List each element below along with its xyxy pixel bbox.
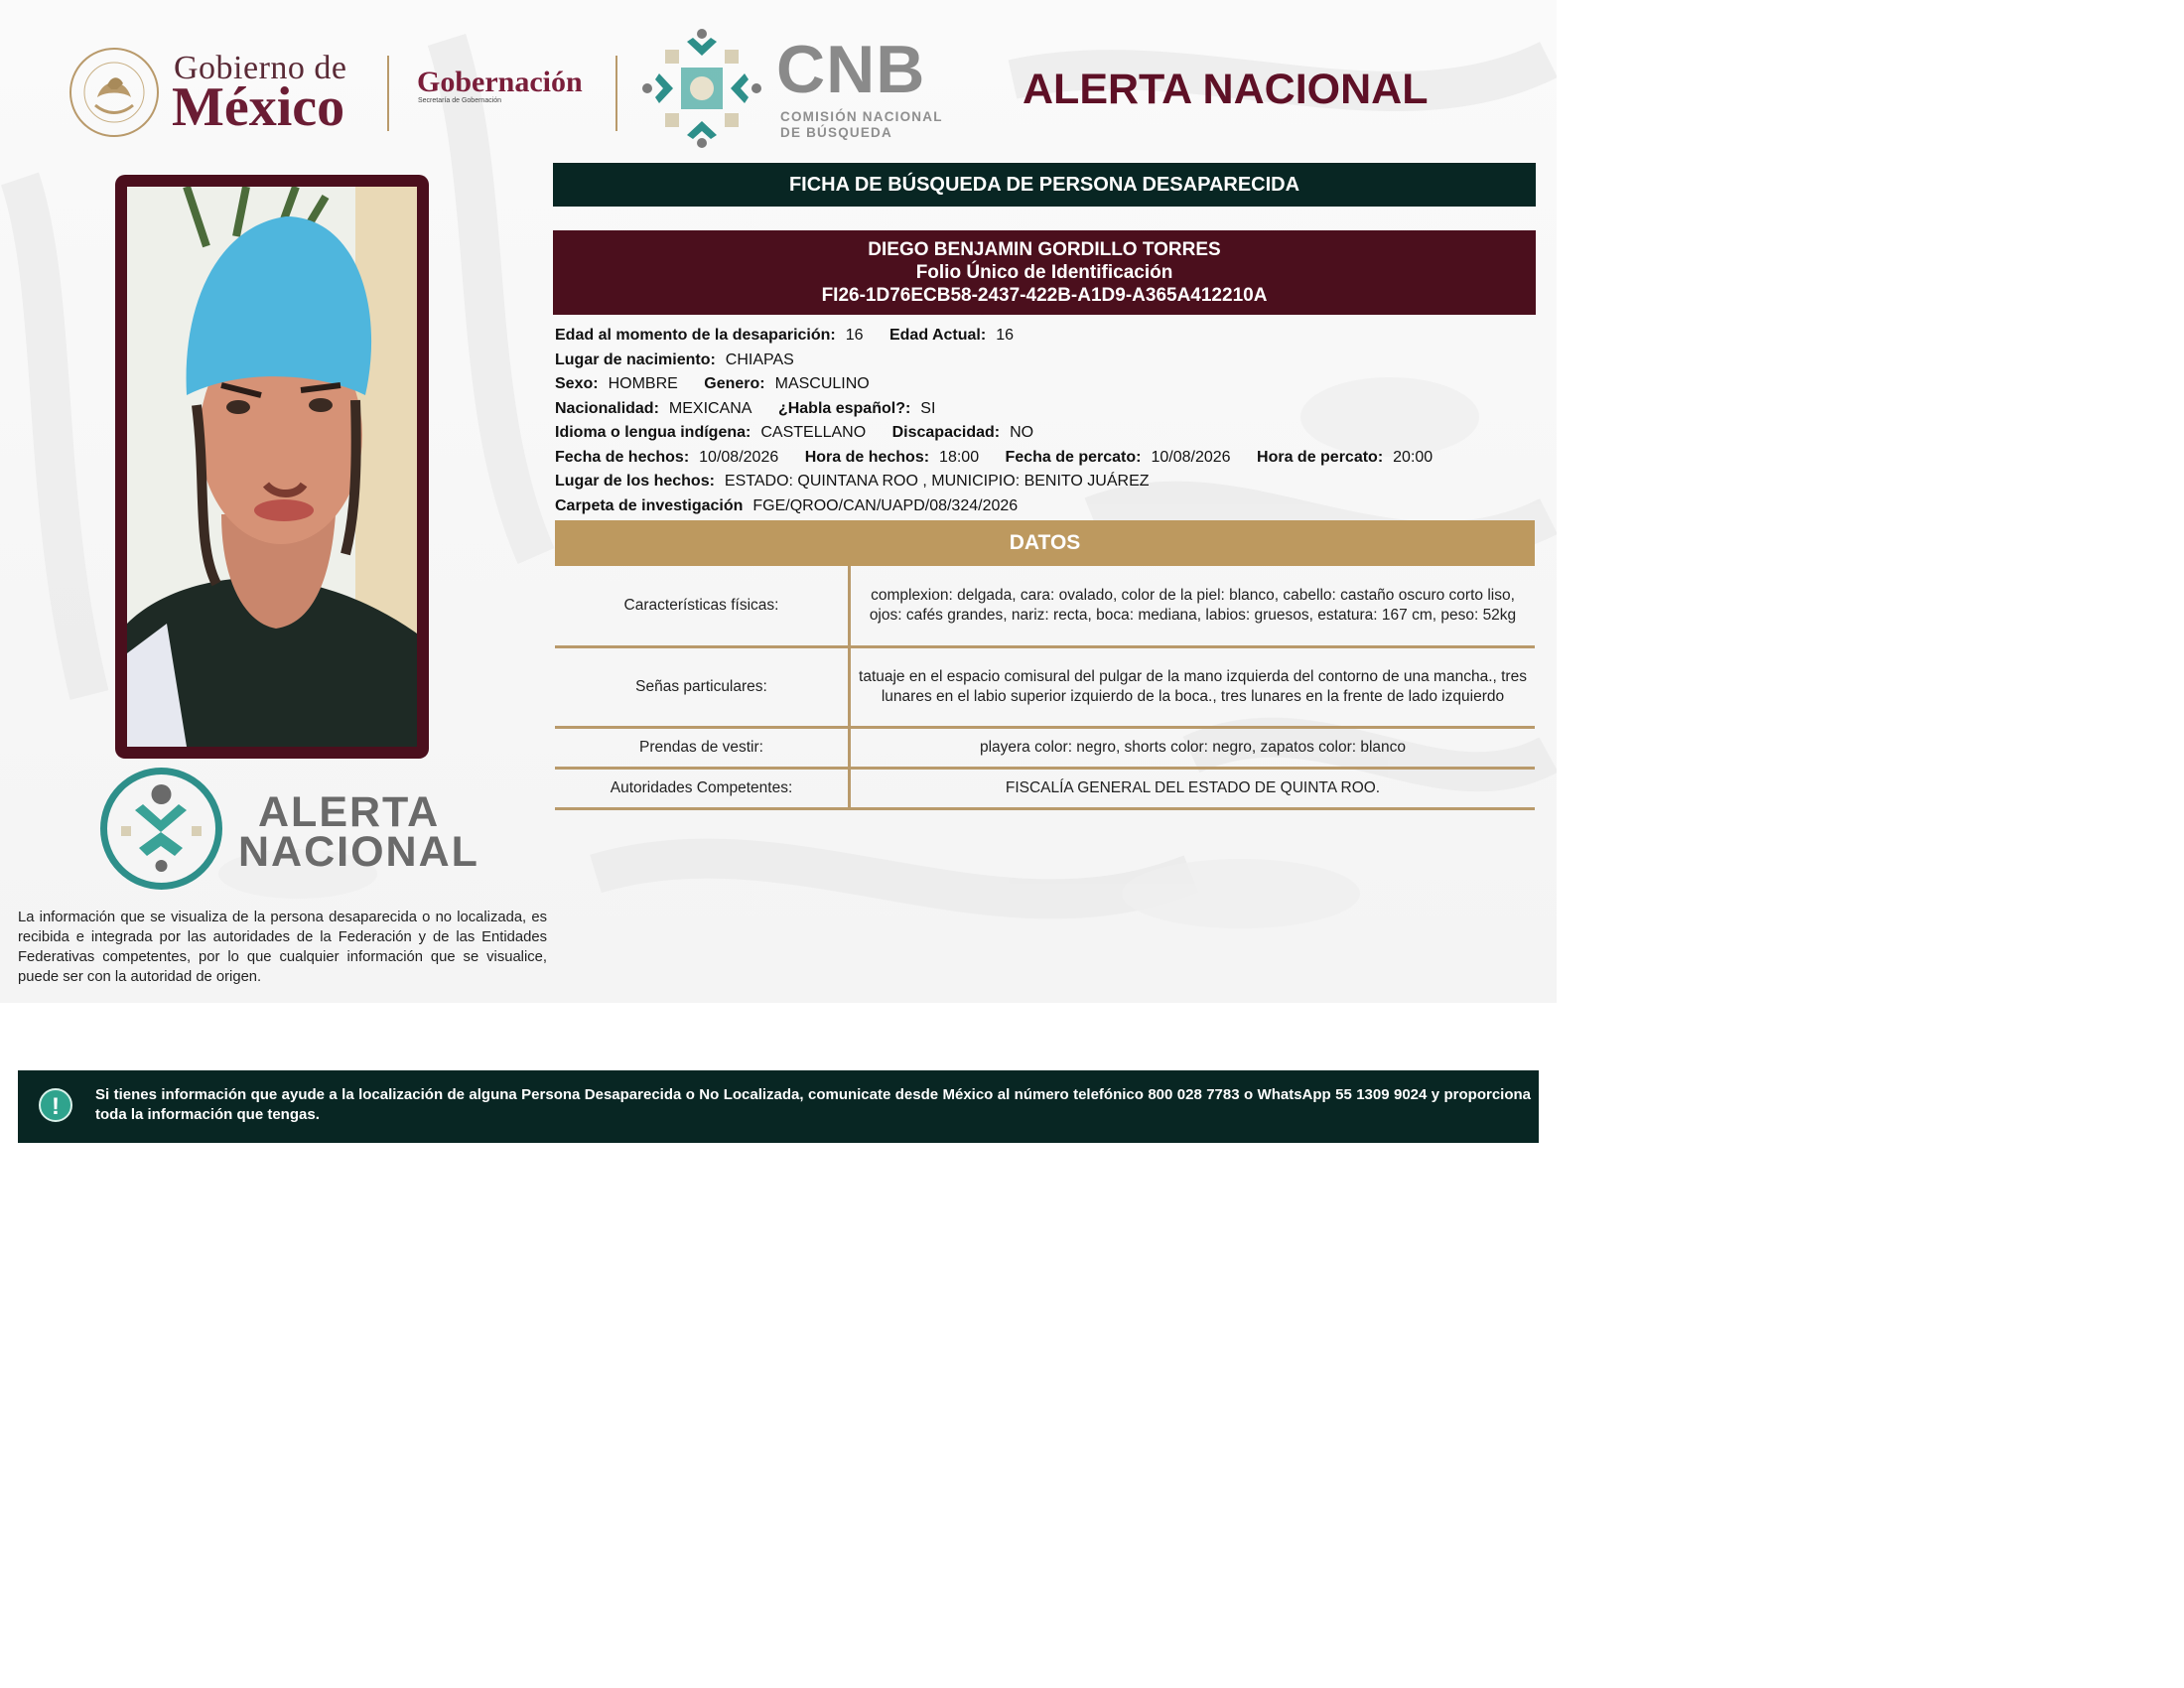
info-row (555, 324, 1538, 349)
folio-label: Folio Único de Identificación (915, 262, 1173, 283)
cnb-subtitle-line1: COMISIÓN NACIONAL (780, 109, 943, 124)
info-value: ESTADO: QUINTANA ROO , MUNICIPIO: BENITO JUÁREZ (724, 473, 1150, 490)
info-value: 10/08/2026 (699, 448, 779, 466)
table-row (555, 646, 1535, 727)
info-row (555, 349, 1538, 373)
row-value: complexion: delgada, cara: ovalado, color de la piel: blanco, cabello: castaño oscuro corto liso, ojos: cafés grandes, nariz: recta, boca: mediana, labios: gruesos, estatura: 167 cm, peso: 52kg (850, 566, 1536, 646)
info-label: Hora de hechos: (804, 448, 930, 466)
info-value: 18:00 (939, 448, 980, 466)
info-label: Fecha de hechos: (555, 448, 690, 466)
info-row (555, 421, 1538, 446)
person-photo (127, 187, 417, 747)
gobierno-title-line1: Gobierno de (174, 50, 347, 86)
folio-number: FI26-1D76ECB58-2437-422B-A1D9-A365A412210A (821, 285, 1268, 306)
cnb-logo-text: CNB (776, 32, 926, 107)
gobierno-title-line2: México (172, 76, 345, 138)
info-label: Lugar de nacimiento: (555, 351, 716, 368)
info-value: FGE/QROO/CAN/UAPD/08/324/2026 (752, 496, 1019, 514)
row-value: playera color: negro, shorts color: negro, zapatos color: blanco (850, 727, 1536, 768)
alerta-nacional-logo-text (238, 788, 479, 876)
info-value: 10/08/2026 (1151, 448, 1231, 466)
info-row (555, 446, 1538, 471)
person-info (555, 324, 1538, 518)
alert-icon: ! (39, 1088, 72, 1122)
info-label: Lugar de los hechos: (555, 473, 715, 490)
info-value: 20:00 (1393, 448, 1433, 466)
info-label: Carpeta de investigación (555, 496, 744, 514)
person-name-block (553, 230, 1536, 315)
info-label: Sexo: (555, 375, 599, 392)
row-value: FISCALÍA GENERAL DEL ESTADO DE QUINTA ROO. (850, 768, 1536, 808)
info-label: Fecha de percato: (1005, 448, 1142, 466)
info-label: Idioma o lengua indígena: (555, 424, 751, 441)
table-row (555, 566, 1535, 646)
info-label: Hora de percato: (1257, 448, 1384, 466)
gobernacion-logo: Gobernación (417, 66, 583, 98)
page-title: ALERTA NACIONAL (1023, 66, 1429, 113)
alerta-logo-line2: NACIONAL (238, 828, 479, 876)
info-value: MASCULINO (774, 375, 870, 392)
divider (387, 56, 389, 131)
disclaimer: La información que se visualiza de la persona desaparecida o no localizada, es recibida e integrada por las autoridades de la Federación y de las Entidades Federativas competentes, por lo que cualquier información que se visualice, puede ser con la autoridad de origen. (18, 910, 547, 985)
cnb-subtitle-line2: DE BÚSQUEDA (780, 125, 892, 140)
alerta-logo-line1: ALERTA (258, 788, 441, 836)
footer-bar (18, 1070, 1539, 1143)
info-value: SI (920, 399, 936, 417)
mexico-seal-logo (68, 46, 161, 139)
info-label: Discapacidad: (891, 424, 1001, 441)
info-label: Nacionalidad: (555, 399, 659, 417)
table-row (555, 727, 1535, 768)
table-row (555, 768, 1535, 808)
info-value: CASTELLANO (760, 424, 867, 441)
datos-header: DATOS (555, 520, 1535, 566)
row-label: Características físicas: (555, 566, 850, 646)
row-label: Autoridades Competentes: (555, 768, 850, 808)
row-label: Señas particulares: (555, 646, 850, 727)
row-label: Prendas de vestir: (555, 727, 850, 768)
row-value: tatuaje en el espacio comisural del pulgar de la mano izquierda del contorno de una mancha., tres lunares en el labio superior izquierdo de la boca., tres lunares en la frente de lado izquierdo (850, 646, 1536, 727)
info-label: ¿Habla español?: (777, 399, 911, 417)
footer-message: Si tienes información que ayude a la localización de alguna Persona Desaparecida o No Localizada, comunicate desde México al número telefónico 800 028 7783 o WhatsApp 55 1309 9024 y proporciona toda la información que tengas. (95, 1086, 1531, 1123)
info-label: Edad al momento de la desaparición: (555, 327, 836, 344)
cnb-emblem-icon (641, 28, 762, 149)
datos-table (555, 566, 1535, 810)
info-value: HOMBRE (608, 375, 678, 392)
info-row (555, 470, 1538, 494)
info-row (555, 372, 1538, 397)
alerta-nacional-emblem-icon (99, 767, 223, 891)
info-value: 16 (845, 327, 864, 344)
info-value: MEXICANA (668, 399, 752, 417)
info-value: 16 (996, 327, 1014, 344)
info-value: NO (1010, 424, 1034, 441)
cnb-subtitle (780, 109, 943, 141)
info-label: Edad Actual: (888, 327, 987, 344)
divider (615, 56, 617, 131)
info-row (555, 494, 1538, 519)
ficha-title-bar: FICHA DE BÚSQUEDA DE PERSONA DESAPARECIDA (553, 163, 1536, 207)
info-row (555, 397, 1538, 422)
gobernacion-subtitle: Secretaría de Gobernación (418, 97, 502, 104)
info-label: Genero: (704, 375, 765, 392)
person-name: DIEGO BENJAMIN GORDILLO TORRES (868, 239, 1221, 260)
info-value: CHIAPAS (725, 351, 794, 368)
